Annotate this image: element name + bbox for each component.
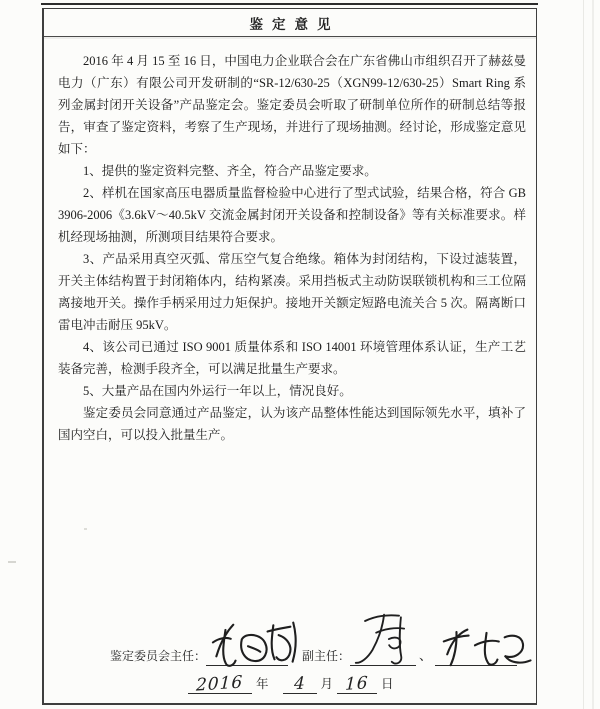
date-year-line bbox=[188, 669, 252, 694]
paragraph-item-3: 3、产品采用真空灭弧、常压空气复合绝缘。箱体为封闭结构，下设过滤装置，开关主体结构置于封闭箱体内，结构紧凑。采用挡板式主动防误联锁机构和三工位隔离接地开关。操作手柄采用过力矩保护。接地开关额定短路电流关合 5 次。隔离断口雷电冲击耐压 95kV。 bbox=[58, 252, 526, 332]
vice-signature-line-2 bbox=[435, 621, 517, 666]
vice-signature-1-icon bbox=[350, 607, 425, 673]
paragraph-item-4: 4、该公司已通过 ISO 9001 质量体系和 ISO 14001 环境管理体系认证，生产工艺装备完善，检测手段齐全，可以满足批量生产要求。 bbox=[58, 340, 526, 376]
vice-signature-line-1 bbox=[350, 621, 416, 666]
vice-chairman-label: 副主任： bbox=[302, 649, 351, 663]
signature-row bbox=[110, 616, 526, 666]
date-year-value: 2016 bbox=[196, 672, 244, 696]
month-label: 月 bbox=[320, 677, 334, 691]
year-label: 年 bbox=[256, 677, 269, 691]
page-title: 鉴定意见 bbox=[249, 16, 340, 32]
paragraph-item-1: 1、提供的鉴定资料完整、齐全，符合产品鉴定要求。 bbox=[83, 164, 377, 178]
vice-signature-2-icon bbox=[436, 621, 534, 672]
opinion-cell bbox=[44, 37, 536, 703]
date-month-line bbox=[283, 669, 317, 694]
signature-separator: 、 bbox=[419, 648, 433, 663]
paragraph-intro: 2016 年 4 月 15 至 16 日，中国电力企业联合会在广东省佛山市组织召开了赫兹曼电力（广东）有限公司开发研制的“SR-12/630-25（XGN99-12/630-25）Smart Ring 系列金属封闭开关设备”产品鉴定会。鉴定委员会听取了研制单位所作的研制总结等报告，审查了鉴定资料，考察了生产现场，并进行了现场抽测。经讨论，形成鉴定意见如下： bbox=[58, 54, 526, 156]
title-cell bbox=[44, 9, 536, 37]
scan-edge-artifact bbox=[583, 0, 584, 709]
paragraph-item-2: 2、样机在国家高压电器质量监督检验中心进行了型式试验，结果合格，符合 GB 3906-2006《3.6kV～40.5kV 交流金属封闭开关设备和控制设备》等有关标准要求。样机经现场抽测，所测项目结果符合要求。 bbox=[58, 186, 526, 244]
table-frame bbox=[42, 8, 537, 705]
date-month-value: 4 bbox=[293, 673, 306, 695]
signature-block bbox=[58, 616, 526, 694]
day-label: 日 bbox=[381, 677, 394, 691]
chairman-label: 鉴定委员会主任： bbox=[110, 649, 207, 663]
scan-edge-artifact bbox=[592, 0, 594, 709]
date-day-line bbox=[337, 669, 377, 694]
chairman-signature-icon bbox=[207, 617, 301, 672]
chairman-signature-line bbox=[206, 621, 288, 666]
paragraph-conclusion: 鉴定委员会同意通过产品鉴定，认为该产品整体性能达到国际领先水平，填补了国内空白，可以投入批量生产。 bbox=[58, 406, 526, 442]
paragraph-item-5: 5、大量产品在国内外运行一年以上，情况良好。 bbox=[83, 384, 352, 398]
date-day-value: 16 bbox=[344, 673, 370, 695]
scan-speckle bbox=[8, 561, 16, 563]
table-top-rule bbox=[41, 3, 538, 5]
document-table bbox=[42, 3, 537, 705]
